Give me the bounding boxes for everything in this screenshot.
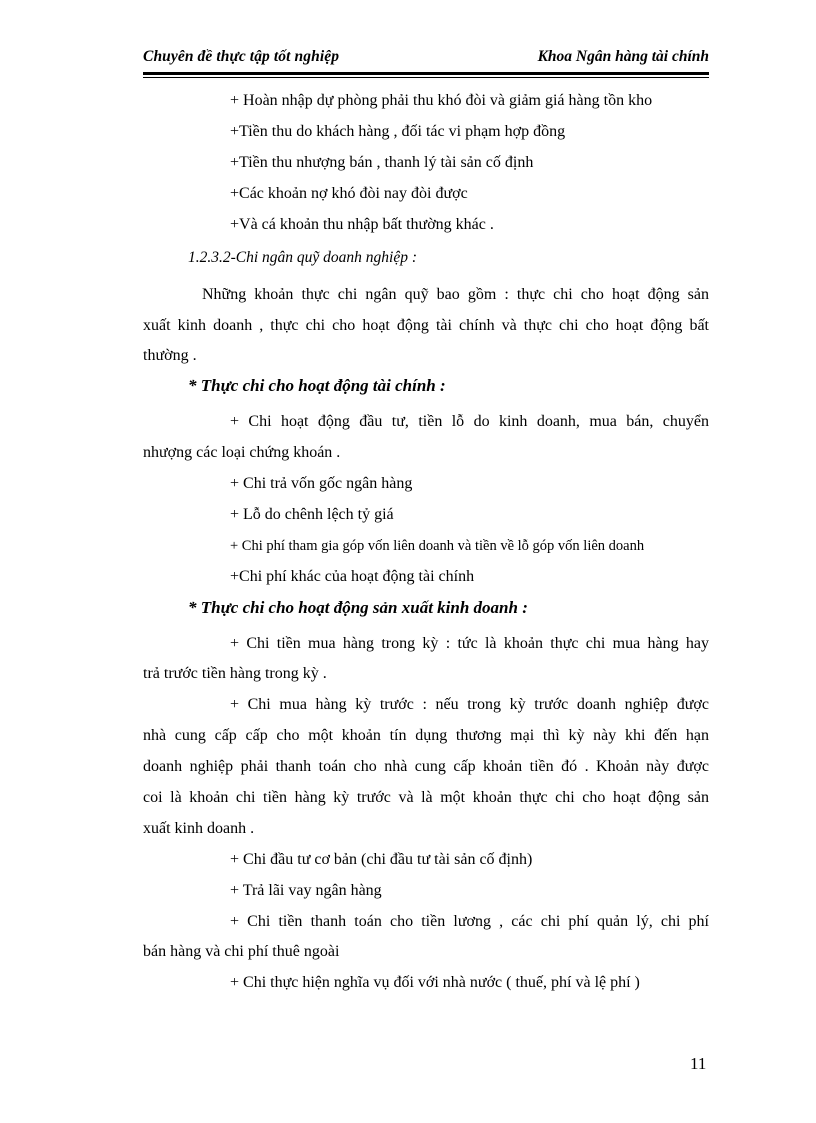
paragraph-line: + Chi tiền mua hàng trong kỳ : tức là khoản thực chi mua hàng hay: [230, 635, 709, 652]
paragraph-line: nhượng các loại chứng khoán .: [143, 444, 341, 461]
text-line: + Chi trả vốn gốc ngân hàng: [230, 475, 413, 492]
text-line: + Chi phí tham gia góp vốn liên doanh và tiền về lỗ góp vốn liên doanh: [230, 538, 645, 554]
paragraph-line: xuất kinh doanh , thực chi cho hoạt động tài chính và thực chi cho hoạt động bất: [143, 317, 709, 334]
text-line: +Chi phí khác của hoạt động tài chính: [230, 568, 475, 585]
text-line: +Tiền thu do khách hàng , đối tác vi phạm hợp đồng: [230, 123, 566, 140]
paragraph-line: bán hàng và chi phí thuê ngoài: [143, 943, 340, 960]
text-line: + Chi thực hiện nghĩa vụ đối với nhà nước ( thuế, phí và lệ phí ): [230, 974, 640, 991]
text-line: + Lỗ do chênh lệch tỷ giá: [230, 506, 394, 523]
paragraph-line: nhà cung cấp cấp cho một khoản tín dụng thương mại thì kỳ này khi đến hạn: [143, 727, 709, 744]
subheading-business: * Thực chi cho hoạt động sản xuất kinh doanh :: [188, 598, 528, 617]
text-line: +Tiền thu nhượng bán , thanh lý tài sản cố định: [230, 154, 534, 171]
section-heading: 1.2.3.2-Chi ngân quỹ doanh nghiệp :: [188, 249, 418, 266]
paragraph-line: trả trước tiền hàng trong kỳ .: [143, 665, 327, 682]
paragraph-line: doanh nghiệp phải thanh toán cho nhà cung cấp khoản tiền đó . Khoản này được: [143, 758, 709, 775]
paragraph-line: coi là khoản chi tiền hàng kỳ trước và là một khoản thực chi cho hoạt động sản: [143, 789, 709, 806]
text-line: + Hoàn nhập dự phòng phải thu khó đòi và giảm giá hàng tồn kho: [230, 92, 653, 109]
header-rule-thick: [143, 72, 709, 75]
text-line: + Trả lãi vay ngân hàng: [230, 882, 382, 899]
paragraph-line: xuất kinh doanh .: [143, 820, 255, 837]
text-line: + Chi đầu tư cơ bản (chi đầu tư tài sản cố định): [230, 851, 533, 868]
page-header: [143, 46, 709, 70]
paragraph-line: Những khoản thực chi ngân quỹ bao gồm : thực chi cho hoạt động sản: [202, 286, 709, 303]
paragraph-line: thường .: [143, 347, 197, 364]
paragraph-line: + Chi tiền thanh toán cho tiền lương , các chi phí quản lý, chi phí: [230, 913, 709, 930]
subheading-finance: * Thực chi cho hoạt động tài chính :: [188, 376, 446, 395]
page-number: 11: [690, 1054, 707, 1073]
paragraph-line: + Chi hoạt động đầu tư, tiền lỗ do kinh doanh, mua bán, chuyển: [230, 413, 709, 430]
text-line: +Các khoản nợ khó đòi nay đòi được: [230, 185, 468, 202]
text-line: +Và cá khoản thu nhập bất thường khác .: [230, 216, 494, 233]
paragraph-line: + Chi mua hàng kỳ trước : nếu trong kỳ trước doanh nghiệp được: [230, 696, 709, 713]
header-right-title: Khoa Ngân hàng tài chính: [537, 48, 709, 65]
header-rule-thin: [143, 77, 709, 78]
header-left-title: Chuyên đề thực tập tốt nghiệp: [143, 48, 340, 65]
